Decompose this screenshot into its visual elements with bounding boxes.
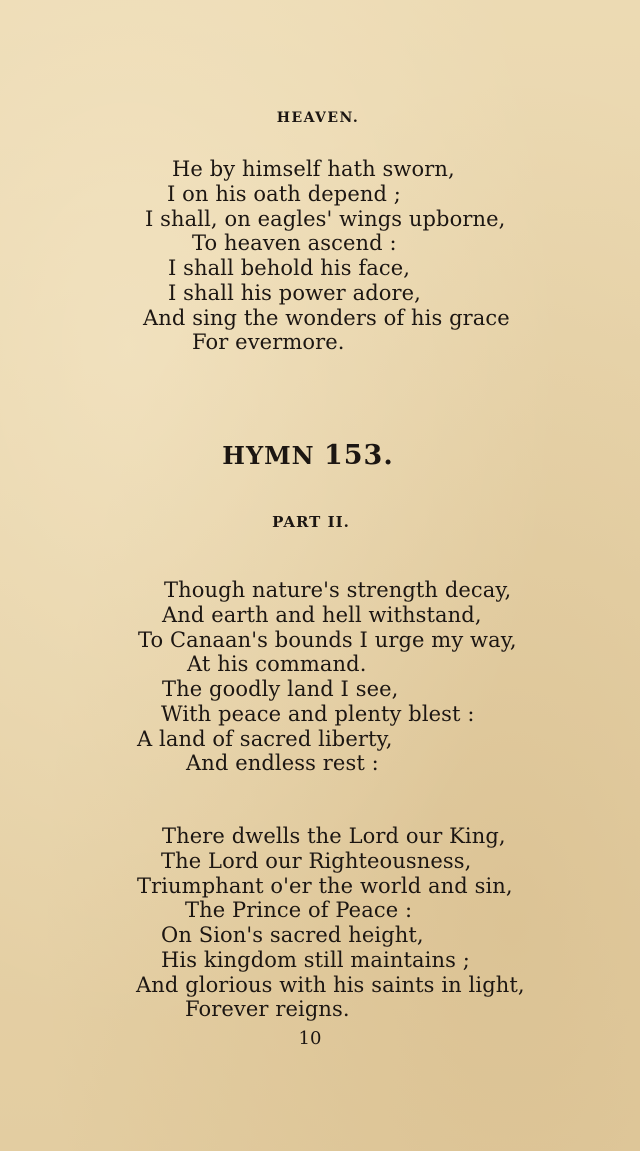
verse-line: The Lord our Righteousness, xyxy=(161,849,472,873)
verse-line: I shall, on eagles' wings upborne, xyxy=(145,207,506,231)
verse-line: To Canaan's bounds I urge my way, xyxy=(138,628,517,652)
verse-line: At his command. xyxy=(187,652,367,676)
hymn-title xyxy=(0,440,616,471)
verse-line: With peace and plenty blest : xyxy=(161,702,475,726)
verse-line: Forever reigns. xyxy=(185,997,350,1021)
verse-line: And earth and hell withstand, xyxy=(162,603,482,627)
verse-line: I shall his power adore, xyxy=(168,281,421,305)
verse-line: A land of sacred liberty, xyxy=(137,727,393,751)
verse-line: I shall behold his face, xyxy=(168,256,411,280)
verse-line: I on his oath depend ; xyxy=(167,182,401,206)
part-label: PART II. xyxy=(272,513,350,531)
verse-line: And glorious with his saints in light, xyxy=(136,973,525,997)
hymn-label: HYMN xyxy=(222,441,315,470)
verse-line: There dwells the Lord our King, xyxy=(162,824,506,848)
verse-line: Triumphant o'er the world and sin, xyxy=(137,874,513,898)
page-number: 10 xyxy=(298,1028,322,1049)
verse-line: To heaven ascend : xyxy=(192,231,397,255)
verse-line: The Prince of Peace : xyxy=(185,898,413,922)
verse-line: His kingdom still maintains ; xyxy=(161,948,470,972)
verse-line: He by himself hath sworn, xyxy=(172,157,455,181)
verse-line: And sing the wonders of his grace xyxy=(143,306,510,330)
verse-line: On Sion's sacred height, xyxy=(161,923,424,947)
verse-line: And endless rest : xyxy=(186,751,379,775)
running-head: HEAVEN. xyxy=(276,110,360,126)
verse-line: The goodly land I see, xyxy=(162,677,399,701)
verse-line: Though nature's strength decay, xyxy=(164,578,512,602)
verse-line: For evermore. xyxy=(192,330,345,354)
hymn-number: 153. xyxy=(323,440,394,471)
